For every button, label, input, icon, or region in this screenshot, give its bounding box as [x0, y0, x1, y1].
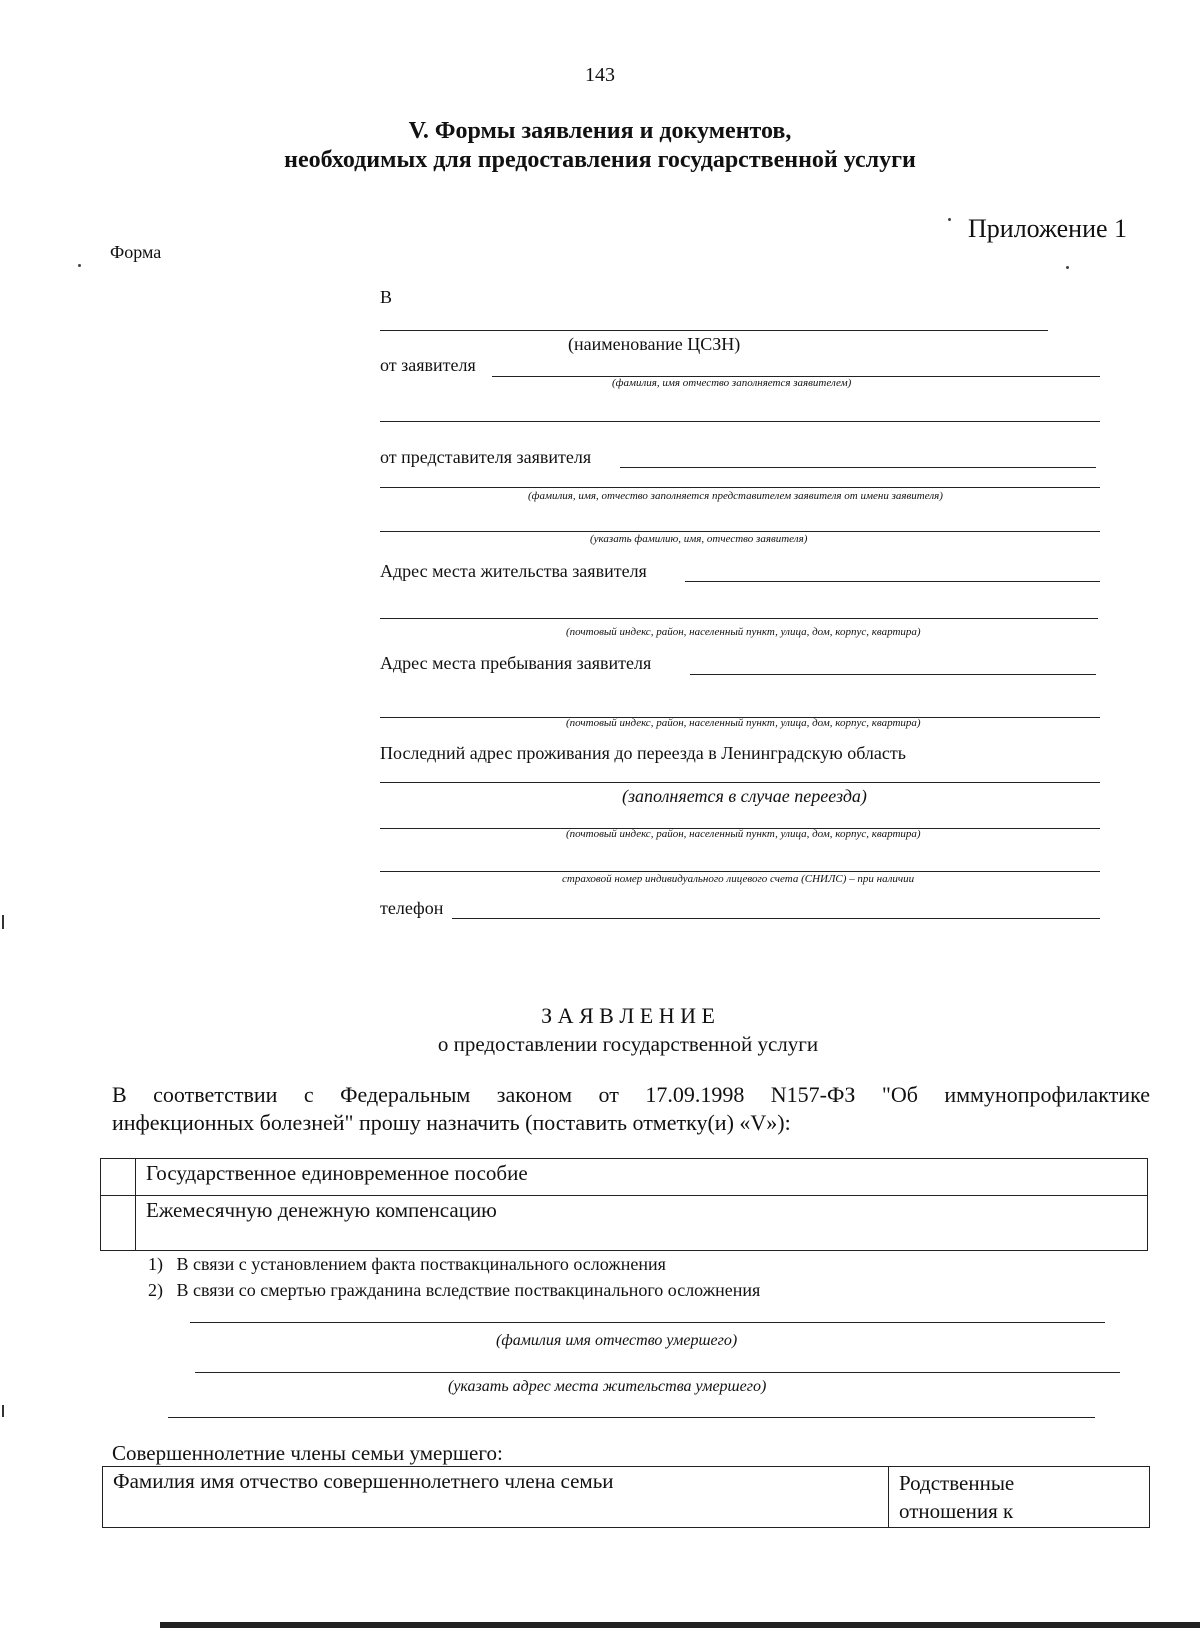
- family-col-relation-line2: отношения к: [899, 1499, 1014, 1523]
- deceased-address-line-2[interactable]: [168, 1417, 1095, 1418]
- phone-line[interactable]: [452, 918, 1100, 919]
- deceased-name-line[interactable]: [190, 1322, 1105, 1323]
- deceased-name-hint: (фамилия имя отчество умершего): [496, 1332, 738, 1349]
- residence-address-line-2[interactable]: [380, 618, 1098, 619]
- deceased-address-hint: (указать адрес места жительства умершего): [448, 1378, 767, 1395]
- statement-body-line1: В соответствии с Федеральным законом от 17.09.1998 N157-ФЗ "Об иммунопрофилактике: [112, 1082, 1150, 1107]
- residence-address-label: Адрес места жительства заявителя: [380, 561, 647, 581]
- last-address-line[interactable]: [380, 782, 1100, 783]
- family-table: [102, 1466, 1150, 1528]
- page-number: 143: [585, 64, 615, 86]
- reason-number: 2): [148, 1280, 163, 1300]
- from-applicant-label: от заявителя: [380, 355, 476, 375]
- family-col-relation-line1: Родственные: [899, 1471, 1015, 1495]
- option-label: Ежемесячную денежную компенсацию: [136, 1196, 1148, 1251]
- snils-line[interactable]: [380, 871, 1100, 872]
- appendix-label: Приложение 1: [968, 214, 1128, 243]
- statement-body-line2: инфекционных болезней" прошу назначить (поставить отметку(и) «V»):: [112, 1110, 791, 1135]
- representative-hint: (фамилия, имя, отчество заполняется представителем заявителя от имени заявителя): [528, 490, 943, 502]
- family-caption: Совершеннолетние члены семьи умершего:: [112, 1441, 503, 1465]
- reason-text: В связи со смертью гражданина вследствие поствакцинального осложнения: [176, 1280, 761, 1300]
- stay-address-line[interactable]: [690, 674, 1096, 675]
- snils-hint: страховой номер индивидуального лицевого счета (СНИЛС) – при наличии: [562, 873, 915, 885]
- last-address-hint: (почтовый индекс, район, населенный пункт, улица, дом, корпус, квартира): [566, 828, 921, 840]
- representative-line-2[interactable]: [380, 487, 1100, 488]
- family-col-relation: [889, 1467, 1150, 1528]
- scan-edge-mark: [2, 1405, 4, 1417]
- last-address-label: Последний адрес проживания до переезда в Ленинградскую область: [380, 743, 906, 763]
- applicant-name-line-2[interactable]: [380, 421, 1100, 422]
- option-checkbox-monthly[interactable]: [101, 1196, 136, 1251]
- stay-address-hint: (почтовый индекс, район, населенный пункт, улица, дом, корпус, квартира): [566, 717, 921, 729]
- section-heading: [0, 118, 1200, 174]
- csvn-name-line[interactable]: [380, 330, 1048, 331]
- from-representative-label: от представителя заявителя: [380, 447, 592, 467]
- statement-title: З А Я В Л Е Н И Е: [541, 1003, 715, 1028]
- section-heading-line1: V. Формы заявления и документов,: [408, 118, 792, 144]
- option-checkbox-lump-sum[interactable]: [101, 1159, 136, 1196]
- scan-edge-mark: [2, 915, 4, 929]
- family-header-row: [103, 1467, 1150, 1528]
- phone-label: телефон: [380, 898, 444, 918]
- applicant-name-by-rep-hint: (указать фамилию, имя, отчество заявителя): [590, 533, 808, 545]
- form-label: Форма: [110, 242, 162, 262]
- representative-line[interactable]: [620, 467, 1096, 468]
- scan-speck: [1066, 266, 1069, 269]
- stay-address-label: Адрес места пребывания заявителя: [380, 653, 652, 673]
- to-prefix: В: [380, 287, 393, 307]
- section-heading-line2: необходимых для предоставления государственной услуги: [284, 147, 916, 173]
- reason-item: [148, 1280, 760, 1301]
- statement-title-wrap: [0, 1003, 1200, 1029]
- option-label: Государственное единовременное пособие: [136, 1159, 1148, 1196]
- applicant-name-by-rep-line[interactable]: [380, 531, 1100, 532]
- option-row: [101, 1196, 1148, 1251]
- scan-speck: [948, 218, 951, 221]
- scan-speck: [78, 264, 81, 267]
- family-col-name: Фамилия имя отчество совершеннолетнего члена семьи: [103, 1467, 889, 1528]
- statement-subtitle-wrap: [0, 1032, 1200, 1057]
- scan-bottom-bar: [160, 1622, 1200, 1628]
- option-row: [101, 1159, 1148, 1196]
- deceased-address-line[interactable]: [195, 1372, 1120, 1373]
- reason-item: [148, 1254, 666, 1275]
- residence-address-line[interactable]: [685, 581, 1100, 582]
- applicant-name-hint: (фамилия, имя отчество заполняется заявителем): [612, 377, 852, 389]
- reason-number: 1): [148, 1254, 163, 1274]
- csvn-hint: (наименование ЦСЗН): [568, 334, 741, 354]
- residence-address-hint: (почтовый индекс, район, населенный пункт, улица, дом, корпус, квартира): [566, 626, 921, 638]
- move-hint: (заполняется в случае переезда): [622, 786, 867, 806]
- statement-subtitle: о предоставлении государственной услуги: [437, 1032, 819, 1056]
- reason-text: В связи с установлением факта поствакцинального осложнения: [176, 1254, 666, 1274]
- options-table: [100, 1158, 1148, 1251]
